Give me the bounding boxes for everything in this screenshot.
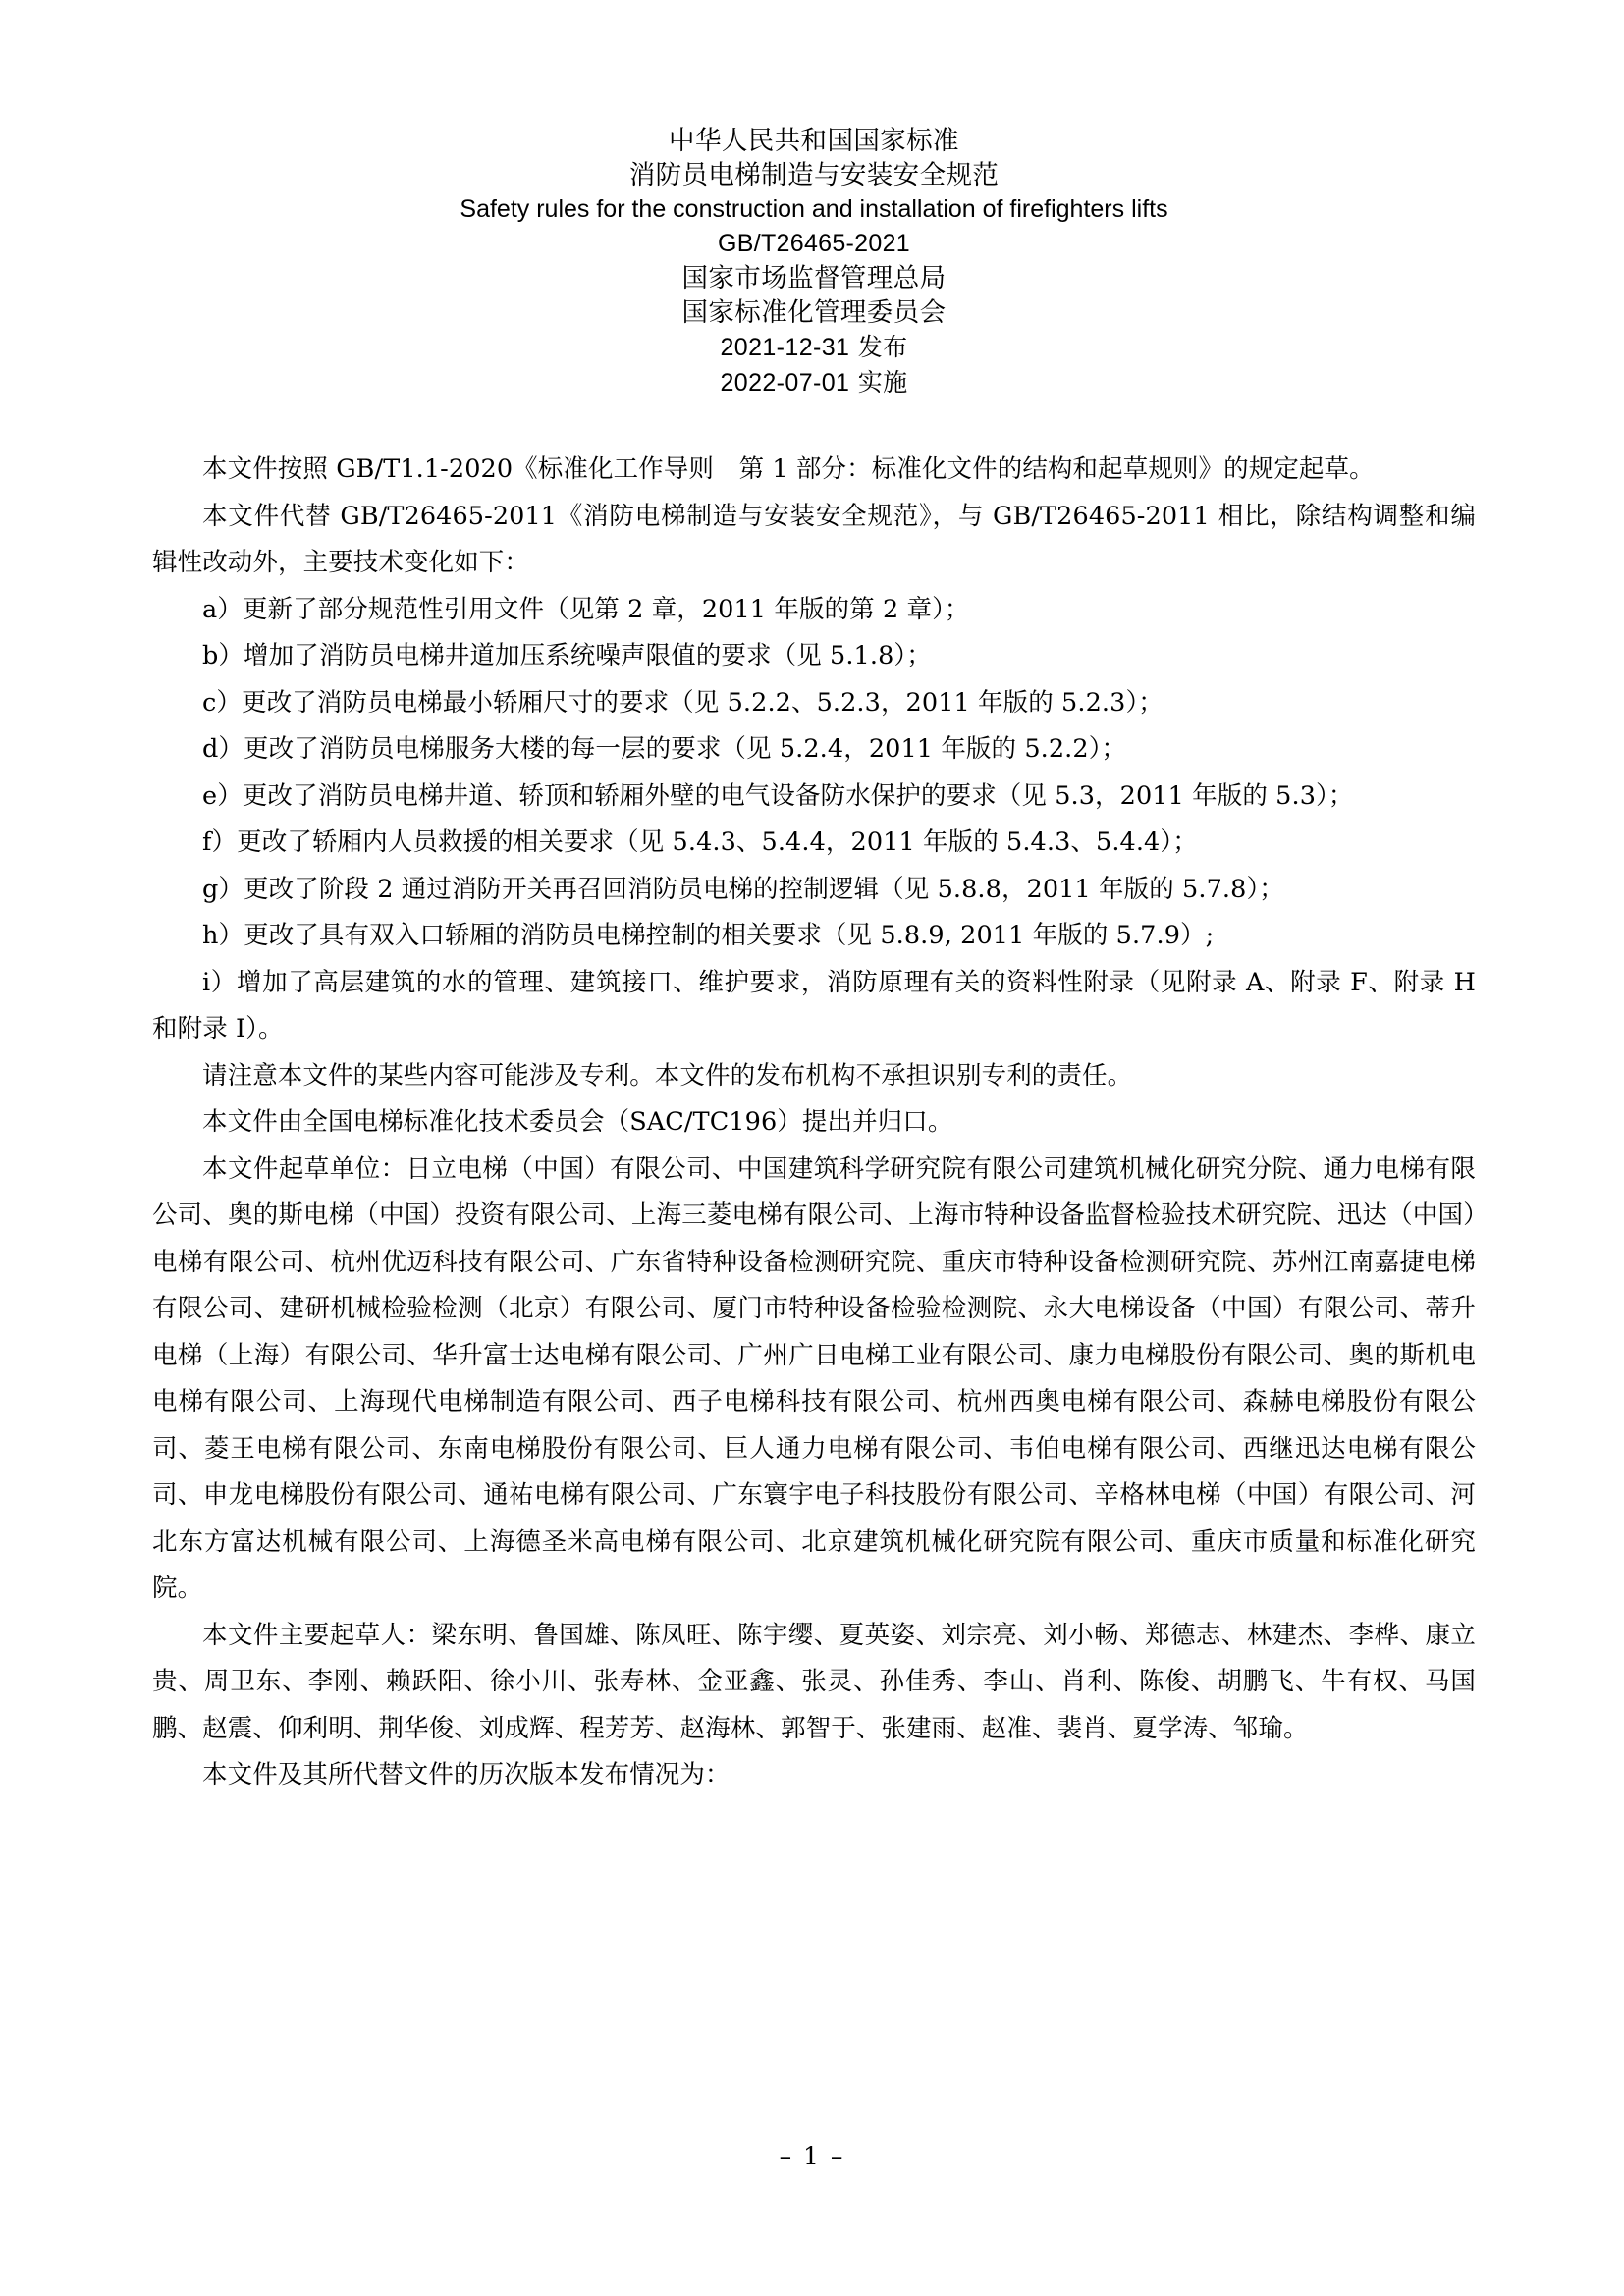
paragraph-drafting-rule: 本文件按照 GB/T1.1-2020《标准化工作导则 第 1 部分：标准化文件的结构和起草规则》的规定起草。 — [202, 454, 1375, 484]
paragraph-drafting-units: 本文件起草单位：日立电梯（中国）有限公司、中国建筑科学研究院有限公司建筑机械化研究分院、通力电梯有限公司、奥的斯电梯（中国）投资有限公司、上海三菱电梯有限公司、上海市特种设备监督检验技术研究院、迅达（中国）电梯有限公司、杭州优迈科技有限公司、广东省特种设备检测研究院、重庆市特种设备检测研究院、苏州江南嘉捷电梯有限公司、建研机械检验检测（北京）有限公司、厦门市特种设备检验检测院、永大电梯设备（中国）有限公司、蒂升电梯（上海）有限公司、华升富士达电梯有限公司、广州广日电梯工业有限公司、康力电梯股份有限公司、奥的斯机电电梯有限公司、上海现代电梯制造有限公司、西子电梯科技有限公司、杭州西奥电梯有限公司、森赫电梯股份有限公司、菱王电梯有限公司、东南电梯股份有限公司、巨人通力电梯有限公司、韦伯电梯有限公司、西继迅达电梯有限公司、申龙电梯股份有限公司、通祐电梯有限公司、广东寰宇电子科技股份有限公司、辛格林电梯（中国）有限公司、河北东方富达机械有限公司、上海德圣米高电梯有限公司、北京建筑机械化研究院有限公司、重庆市质量和标准化研究院。 — [152, 1153, 1476, 1603]
issue-date-line — [152, 330, 1476, 365]
effective-date-suffix: 实施 — [857, 368, 908, 397]
page-content — [152, 0, 1476, 1799]
foreword-item-f: f）更改了轿厢内人员救援的相关要求（见 5.4.3、5.4.4，2011 年版的 5.4.3、5.4.4）； — [202, 828, 1198, 857]
page-footer: – 1 – — [779, 2142, 845, 2170]
foreword-item-a: a）更新了部分规范性引用文件（见第 2 章，2011 年版的第 2 章）； — [202, 594, 970, 624]
foreword-item-h: h）更改了具有双入口轿厢的消防员电梯控制的相关要求（见 5.8.9, 2011 年版的 5.7.9）; — [202, 921, 1215, 950]
standard-code: GB/T26465-2021 — [718, 230, 910, 257]
foreword-body — [152, 447, 1476, 1799]
foreword-item-c: c）更改了消防员电梯最小轿厢尺寸的要求（见 5.2.2、5.2.3，2011 年版的 5.2.3）； — [202, 687, 1164, 718]
paragraph-drafters: 本文件主要起草人：梁东明、鲁国雄、陈凤旺、陈宇缨、夏英姿、刘宗亮、刘小畅、郑德志、林建杰、李桦、康立贵、周卫东、李刚、赖跃阳、徐小川、张寿林、金亚鑫、张灵、孙佳秀、李山、肖利、陈俊、胡鹏飞、牛有权、马国鹏、赵震、仰利明、荆华俊、刘成辉、程芳芳、赵海林、郭智于、张建雨、赵准、裴肖、夏学涛、邹瑜。 — [152, 1620, 1476, 1743]
effective-date-line — [152, 365, 1476, 400]
standard-title-chinese: 消防员电梯制造与安装安全规范 — [628, 160, 1000, 190]
standard-title-english: Safety rules for the construction and installation of firefighters lifts — [460, 195, 1168, 223]
foreword-item-i: i）增加了高层建筑的水的管理、建筑接口、维护要求，消防原理有关的资料性附录（见附录 A、附录 F、附录 H 和附录 I）。 — [152, 967, 1476, 1043]
national-standard-label: 中华人民共和国国家标准 — [669, 126, 959, 156]
foreword-item-d: d）更改了消防员电梯服务大楼的每一层的要求（见 5.2.4，2011 年版的 5.2.2）； — [202, 734, 1127, 764]
cover-title-block — [152, 0, 1476, 400]
foreword-item-e: e）更改了消防员电梯井道、轿顶和轿厢外壁的电气设备防水保护的要求（见 5.3，2011 年版的 5.3）； — [202, 780, 1354, 811]
paragraph-replaces: 本文件代替 GB/T26465-2011《消防电梯制造与安装安全规范》，与 GB/T26465-2011 相比，除结构调整和编辑性改动外，主要技术变化如下： — [152, 501, 1476, 577]
issuer-sac: 国家标准化管理委员会 — [681, 297, 947, 328]
paragraph-patent-notice: 请注意本文件的某些内容可能涉及专利。本文件的发布机构不承担识别专利的责任。 — [202, 1060, 1133, 1091]
paragraph-edition-history: 本文件及其所代替文件的历次版本发布情况为： — [202, 1760, 731, 1789]
paragraph-proposed-by: 本文件由全国电梯标准化技术委员会（SAC/TC196）提出并归口。 — [202, 1107, 953, 1137]
effective-date: 2022-07-01 — [720, 369, 850, 397]
issuer-samr: 国家市场监督管理总局 — [681, 263, 947, 294]
foreword-item-b: b）增加了消防员电梯井道加压系统噪声限值的要求（见 5.1.8）； — [202, 641, 932, 670]
issue-date: 2021-12-31 — [720, 334, 850, 361]
issue-date-suffix: 发布 — [857, 333, 908, 361]
foreword-item-g: g）更改了阶段 2 通过消防开关再召回消防员电梯的控制逻辑（见 5.8.8，2011 年版的 5.7.8）； — [202, 874, 1284, 904]
